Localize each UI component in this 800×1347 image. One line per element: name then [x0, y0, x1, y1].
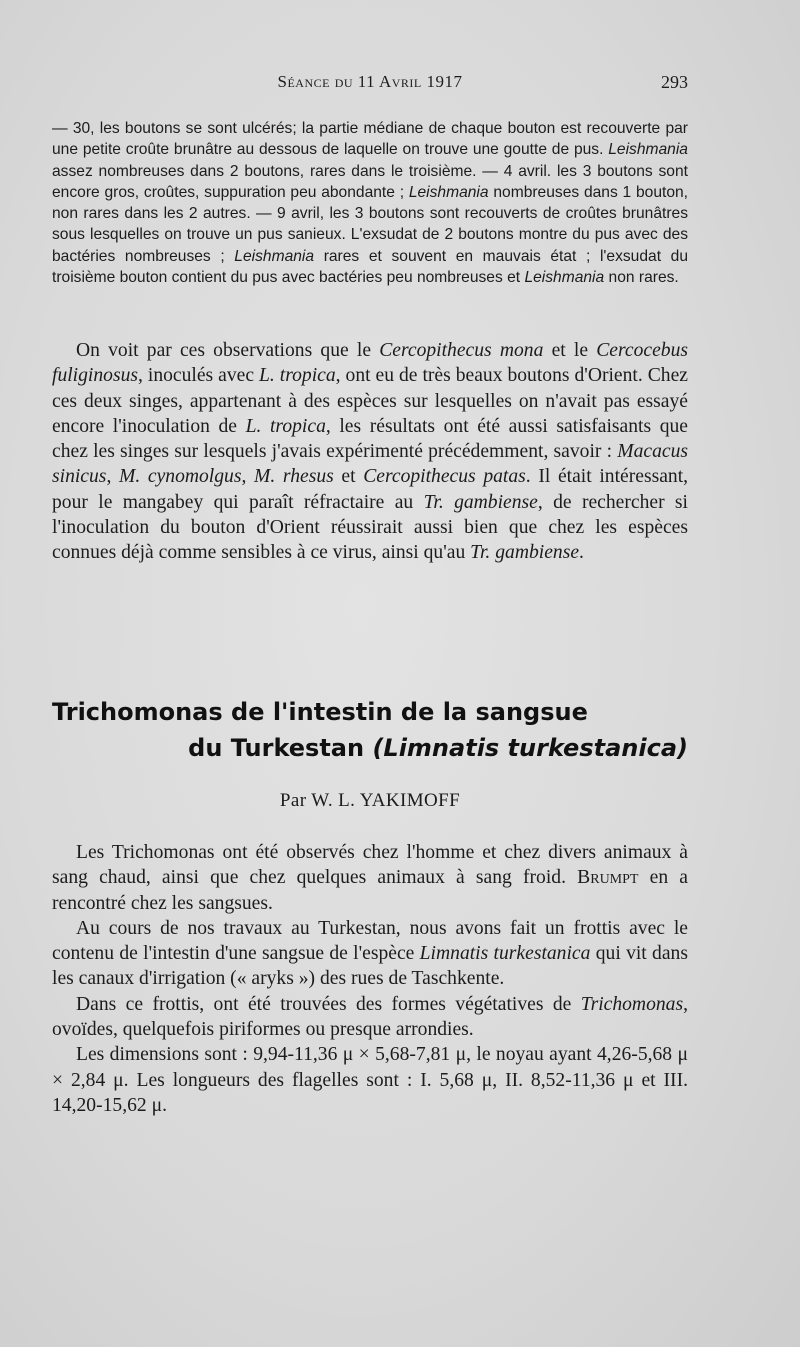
title-line-2-species: (Limnatis turkestanica) — [372, 734, 688, 762]
italic-term: L. tropica — [245, 415, 326, 437]
italic-term: Tr. gambiense — [423, 491, 538, 513]
text-run: rares et souvent en mauvais état ; l'exsudat du troisième bouton contient du pus avec bactéries peu nombreuses et — [52, 247, 688, 287]
article-body — [52, 840, 688, 1118]
paragraph-text — [52, 338, 688, 566]
text-run: et le — [543, 340, 597, 361]
article-paragraph — [52, 916, 688, 992]
article-paragraph — [52, 840, 688, 916]
text-run: , — [106, 466, 119, 488]
page-header — [52, 72, 688, 96]
observation-paragraph — [52, 118, 688, 288]
italic-term: M. cynomolgus — [119, 466, 242, 488]
title-line-2-prefix: du Turkestan — [188, 734, 373, 762]
author-name: Brumpt — [577, 867, 639, 889]
italic-term: L. tropica — [259, 365, 336, 387]
italic-term: Leishmania — [524, 269, 605, 287]
italic-term: Macacus sinicus — [52, 441, 688, 488]
text-run: . — [579, 542, 584, 564]
text-run: assez nombreuses dans 2 boutons, rares dans le troisième. — 4 avril. les 3 boutons sont encore gros, croûtes, suppuration peu abondante ; — [52, 162, 688, 201]
text-run: , de rechercher si l'inoculation du bouton d'Orient réussirait aussi bien que chez les espèces connues déjà comme sensibles à ce virus, ainsi qu'au — [52, 491, 689, 564]
text-run: non rares. — [604, 269, 679, 287]
italic-term: Cercopithecus mona — [379, 340, 544, 361]
title-line-1: Trichomonas de l'intestin de la sangsue — [52, 698, 588, 726]
text-run: Dans ce frottis, ont été trouvées des formes végétatives de — [76, 993, 581, 1015]
title-line-2 — [52, 730, 688, 766]
text-run: . Il était intéressant, pour le mangabey qui paraît réfractaire au — [52, 466, 689, 513]
text-run: — 30, les boutons se sont ulcérés; la partie médiane de chaque bouton est recouverte par une petite croûte brunâtre au dessous de laquelle on trouve une goutte de pus. — [52, 120, 688, 159]
article-title — [52, 694, 688, 766]
text-run: Les dimensions sont : 9,94-11,36 μ × 5,68-7,81 μ, le noyau ayant 4,26-5,68 μ × 2,84 μ. Les longueurs des flagelles sont : I. 5,68 μ, II. 8,52-11,36 μ et III. 14,20-15,62 μ. — [52, 1044, 688, 1116]
page-number: 293 — [661, 72, 688, 92]
italic-term: Tr. gambiense — [470, 542, 580, 564]
running-title: Séance du 11 Avril 1917 — [277, 72, 463, 91]
text-run: On voit par ces observations que le — [76, 340, 380, 361]
italic-term: Trichomonas — [580, 993, 684, 1015]
article-paragraph — [52, 1042, 688, 1118]
italic-term: Cercopithecus patas — [363, 466, 526, 488]
text-run: , — [241, 466, 255, 488]
text-run: , inoculés avec — [138, 365, 260, 387]
article-paragraph — [52, 992, 688, 1043]
italic-term: Leishmania — [608, 141, 688, 159]
text-run: et — [333, 466, 364, 488]
text-run: nombreuses dans 1 bouton, non rares dans les 2 autres. — 9 avril, les 3 boutons sont recouverts de croûtes brunâtres sous lesquelles on trouve un pus sanieux. L'exsudat de 2 boutons montre du pus avec des bactéries nombreuses ; — [52, 183, 689, 265]
text-run: , ovoïdes, quelquefois piriformes ou presque arrondies. — [52, 993, 688, 1041]
text-run: , ont eu de très beaux boutons d'Orient. Chez ces deux singes, appartenant à des espèces sur lesquelles on n'avait pas essayé encore l'inoculation de — [52, 365, 688, 437]
text-run: , les résultats ont été aussi satisfaisants que chez les singes sur lesquels j'avais expérimenté précédemment, savoir : — [52, 415, 688, 463]
author-byline: Par W. L. YAKIMOFF — [279, 790, 461, 811]
text-run: qui vit dans les canaux d'irrigation (« aryks ») des rues de Taschkente. — [52, 943, 688, 990]
text-run: Au cours de nos travaux au Turkestan, nous avons fait un frottis avec le contenu de l'intestin d'une sangsue de l'espèce — [52, 917, 688, 965]
italic-term: Leishmania — [408, 183, 489, 201]
paragraph-text — [52, 118, 688, 288]
text-run: Les Trichomonas ont été observés chez l'homme et chez divers animaux à sang chaud, ainsi que chez quelques animaux à sang froid. — [52, 842, 688, 889]
italic-term: Limnatis turkestanica — [419, 943, 591, 965]
italic-term: Leishmania — [234, 247, 315, 265]
conclusion-paragraph — [52, 338, 688, 566]
italic-term: Cercocebus fuliginosus — [52, 340, 688, 387]
text-run: en a rencontré chez les sangsues. — [52, 867, 688, 914]
italic-term: M. rhesus — [254, 466, 334, 488]
